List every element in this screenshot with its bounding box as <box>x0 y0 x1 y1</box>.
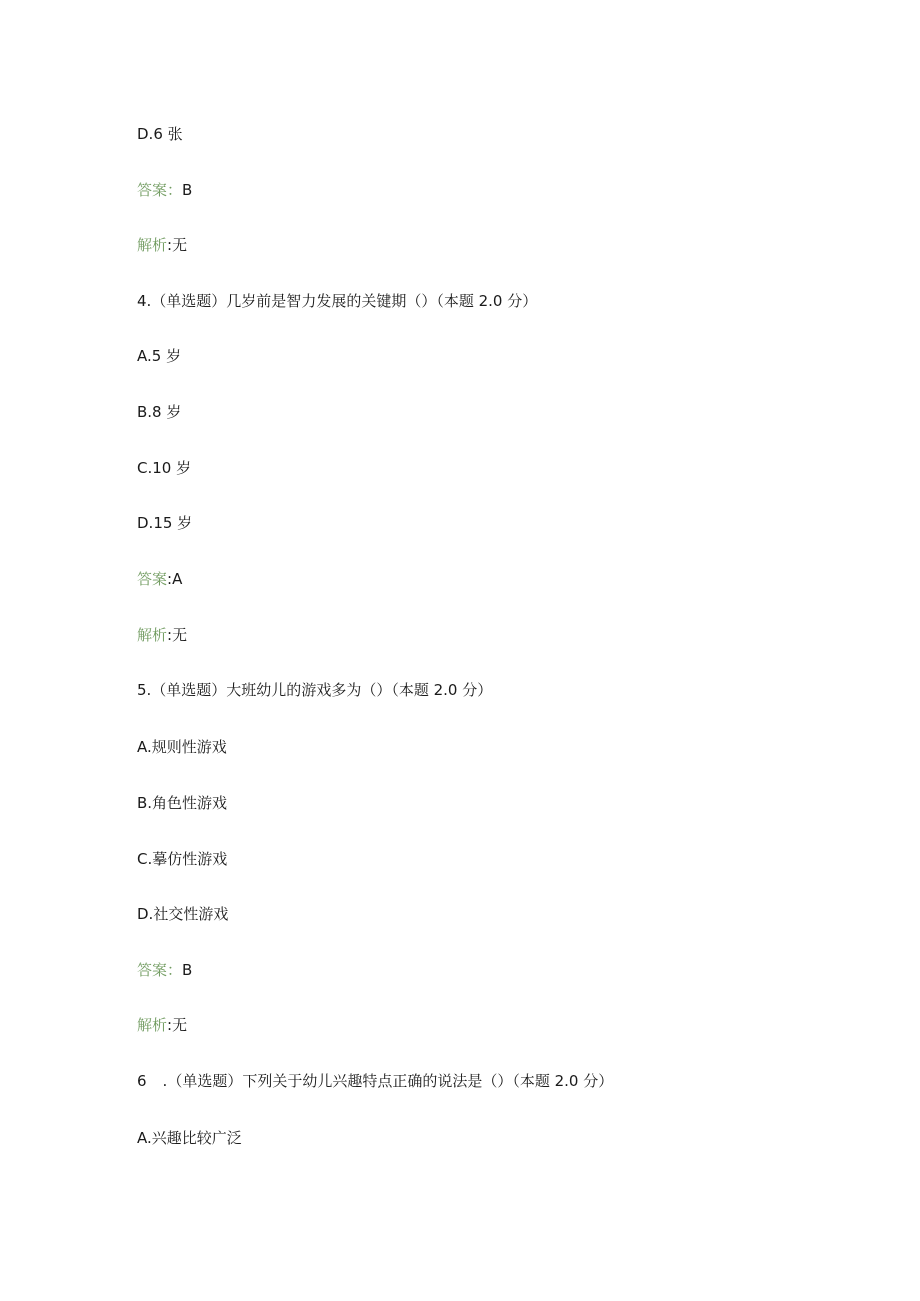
q3-option-d: D.6 张 <box>137 125 183 143</box>
q5-option-b: B.角色性游戏 <box>137 794 228 812</box>
analysis-separator: : <box>167 236 173 254</box>
answer-separator: : <box>167 570 173 588</box>
answer-label: 答案 <box>137 181 168 199</box>
q4-answer <box>137 568 182 590</box>
q4-option-a: A.5 岁 <box>137 347 182 365</box>
q5-option-a: A.规则性游戏 <box>137 738 227 756</box>
analysis-value: 无 <box>172 626 188 644</box>
q4-option-d: D.15 岁 <box>137 514 193 532</box>
q4-option-c: C.10 岁 <box>137 459 192 477</box>
analysis-label: 解析 <box>137 1016 168 1034</box>
analysis-separator: : <box>167 626 173 644</box>
q4-stem: 4.（单选题）几岁前是智力发展的关键期（）（本题 2.0 分） <box>137 292 538 310</box>
analysis-separator: : <box>167 1016 173 1034</box>
analysis-value: 无 <box>172 236 188 254</box>
q6-option-a: A.兴趣比较广泛 <box>137 1129 242 1147</box>
q3-analysis <box>137 234 187 256</box>
q3-answer <box>137 179 192 201</box>
q4-analysis <box>137 624 187 646</box>
q4-option-b: B.8 岁 <box>137 403 182 421</box>
q5-analysis <box>137 1014 187 1036</box>
analysis-label: 解析 <box>137 236 168 254</box>
q5-stem: 5.（单选题）大班幼儿的游戏多为（）（本题 2.0 分） <box>137 681 493 699</box>
q6-stem <box>137 1070 613 1092</box>
q5-answer <box>137 959 192 981</box>
q5-option-c: C.摹仿性游戏 <box>137 850 228 868</box>
answer-value: B <box>182 181 193 199</box>
analysis-label: 解析 <box>137 626 168 644</box>
question-text: .（单选题）下列关于幼儿兴趣特点正确的说法是（）（本题 2.0 分） <box>162 1072 614 1090</box>
q5-option-d: D.社交性游戏 <box>137 905 229 923</box>
answer-separator: ： <box>167 181 183 199</box>
answer-label: 答案 <box>137 570 168 588</box>
answer-value: B <box>182 961 193 979</box>
question-number: 6 <box>137 1072 147 1090</box>
answer-separator: ： <box>167 961 183 979</box>
analysis-value: 无 <box>172 1016 188 1034</box>
answer-value: A <box>172 570 183 588</box>
answer-label: 答案 <box>137 961 168 979</box>
